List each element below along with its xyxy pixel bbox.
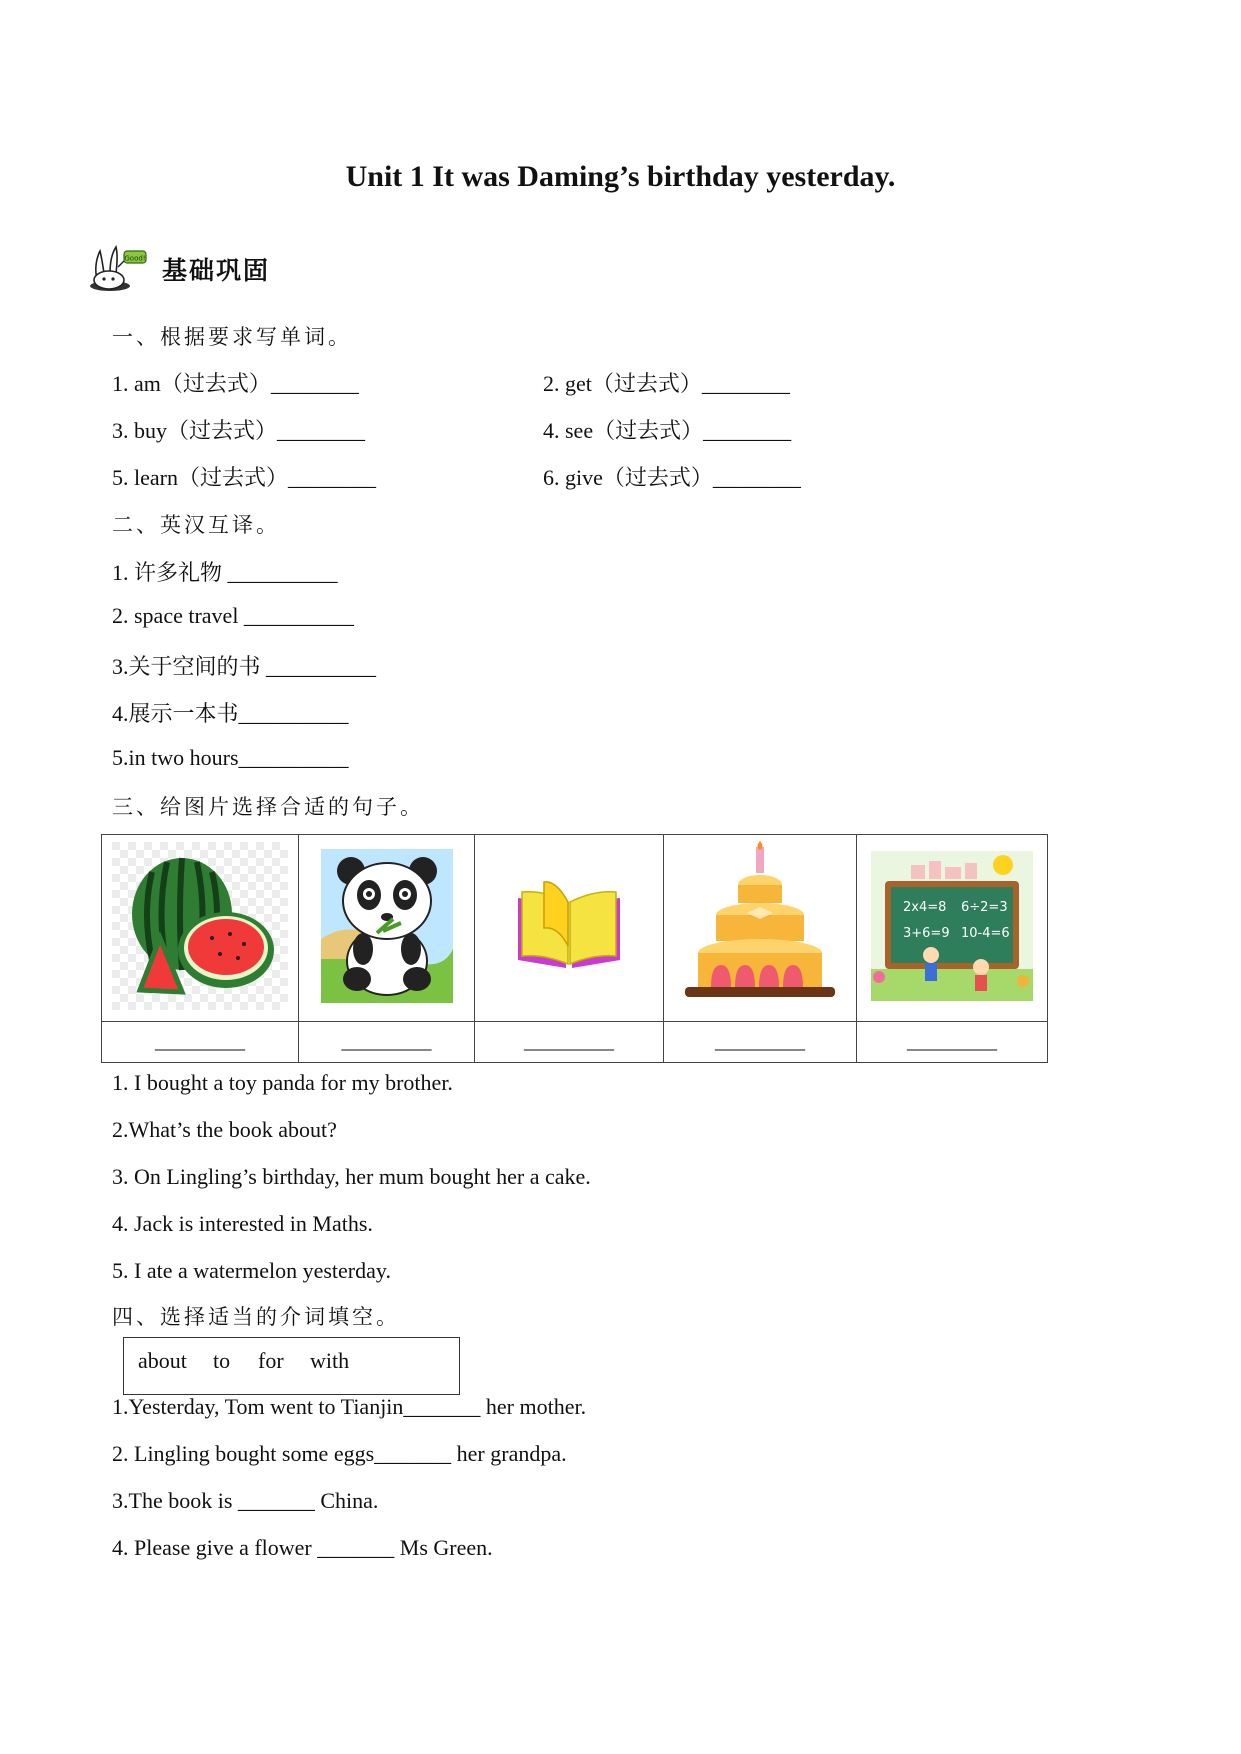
part3-sentence-5: 5. I ate a watermelon yesterday. <box>112 1258 391 1283</box>
word-bank-with: with <box>310 1348 350 1373</box>
picture-cell-cake <box>664 835 857 1022</box>
panda-icon <box>321 849 453 1003</box>
part2-item-5: 5.in two hours__________ <box>112 745 349 770</box>
part1-item-3: 3. buy（过去式）________ <box>112 418 366 443</box>
part2-item-4: 4.展示一本书__________ <box>112 701 349 726</box>
section-label: 基础巩固 <box>162 256 271 285</box>
board-equation-2: 6÷2=3 <box>961 899 1008 915</box>
board-equation-4: 10-4=6 <box>961 925 1010 941</box>
part2-item-3: 3.关于空间的书 __________ <box>112 654 377 679</box>
part2-item-1: 1. 许多礼物 __________ <box>112 560 338 585</box>
picture-cell-book <box>475 835 664 1022</box>
part3-sentence-4: 4. Jack is interested in Maths. <box>112 1211 373 1236</box>
word-bank-to: to <box>213 1348 231 1373</box>
part2-heading: 二、英汉互译。 <box>112 513 280 537</box>
watermelon-icon <box>112 842 288 1010</box>
part4-item-3: 3.The book is _______ China. <box>112 1488 379 1513</box>
part3-sentence-1: 1. I bought a toy panda for my brother. <box>112 1070 453 1095</box>
picture-cell-watermelon <box>102 835 299 1022</box>
picture-cell-panda <box>299 835 475 1022</box>
part1-item-2: 2. get（过去式）________ <box>543 371 790 396</box>
part4-heading: 四、选择适当的介词填空。 <box>112 1305 400 1329</box>
part4-item-1: 1.Yesterday, Tom went to Tianjin_______ her mother. <box>112 1394 587 1419</box>
word-bank-for: for <box>258 1348 284 1373</box>
part1-item-6: 6. give（过去式）________ <box>543 465 801 490</box>
answer-blank-1[interactable]: _________ <box>102 1022 299 1063</box>
part1-item-5: 5. learn（过去式）________ <box>112 465 376 490</box>
birthday-cake-icon <box>677 841 843 1011</box>
answer-blank-5[interactable]: _________ <box>857 1022 1048 1063</box>
part4-item-2: 2. Lingling bought some eggs_______ her grandpa. <box>112 1441 567 1466</box>
good-badge-text: Good! <box>124 254 146 263</box>
section-header <box>88 244 270 294</box>
part3-heading: 三、给图片选择合适的句子。 <box>112 795 424 819</box>
picture-table <box>101 834 1048 1063</box>
open-book-icon <box>514 876 624 976</box>
answer-blank-2[interactable]: _________ <box>299 1022 475 1063</box>
maths-blackboard-icon <box>871 851 1033 1001</box>
answer-blank-3[interactable]: _________ <box>475 1022 664 1063</box>
word-bank-box <box>123 1337 460 1395</box>
bunny-good-icon <box>88 245 150 293</box>
picture-cell-maths <box>857 835 1048 1022</box>
page-title: Unit 1 It was Daming’s birthday yesterday. <box>345 160 896 193</box>
board-equation-3: 3+6=9 <box>903 925 950 941</box>
part1-item-1: 1. am（过去式）________ <box>112 371 359 396</box>
board-equation-1: 2x4=8 <box>903 899 947 915</box>
word-bank-about: about <box>138 1348 187 1373</box>
part1-item-4: 4. see（过去式）________ <box>543 418 792 443</box>
part4-item-4: 4. Please give a flower _______ Ms Green. <box>112 1535 493 1560</box>
part3-sentence-2: 2.What’s the book about? <box>112 1117 337 1142</box>
answer-blank-4[interactable]: _________ <box>664 1022 857 1063</box>
part1-heading: 一、根据要求写单词。 <box>112 325 352 349</box>
part2-item-2: 2. space travel __________ <box>112 603 354 628</box>
part3-sentence-3: 3. On Lingling’s birthday, her mum bought her a cake. <box>112 1164 591 1189</box>
